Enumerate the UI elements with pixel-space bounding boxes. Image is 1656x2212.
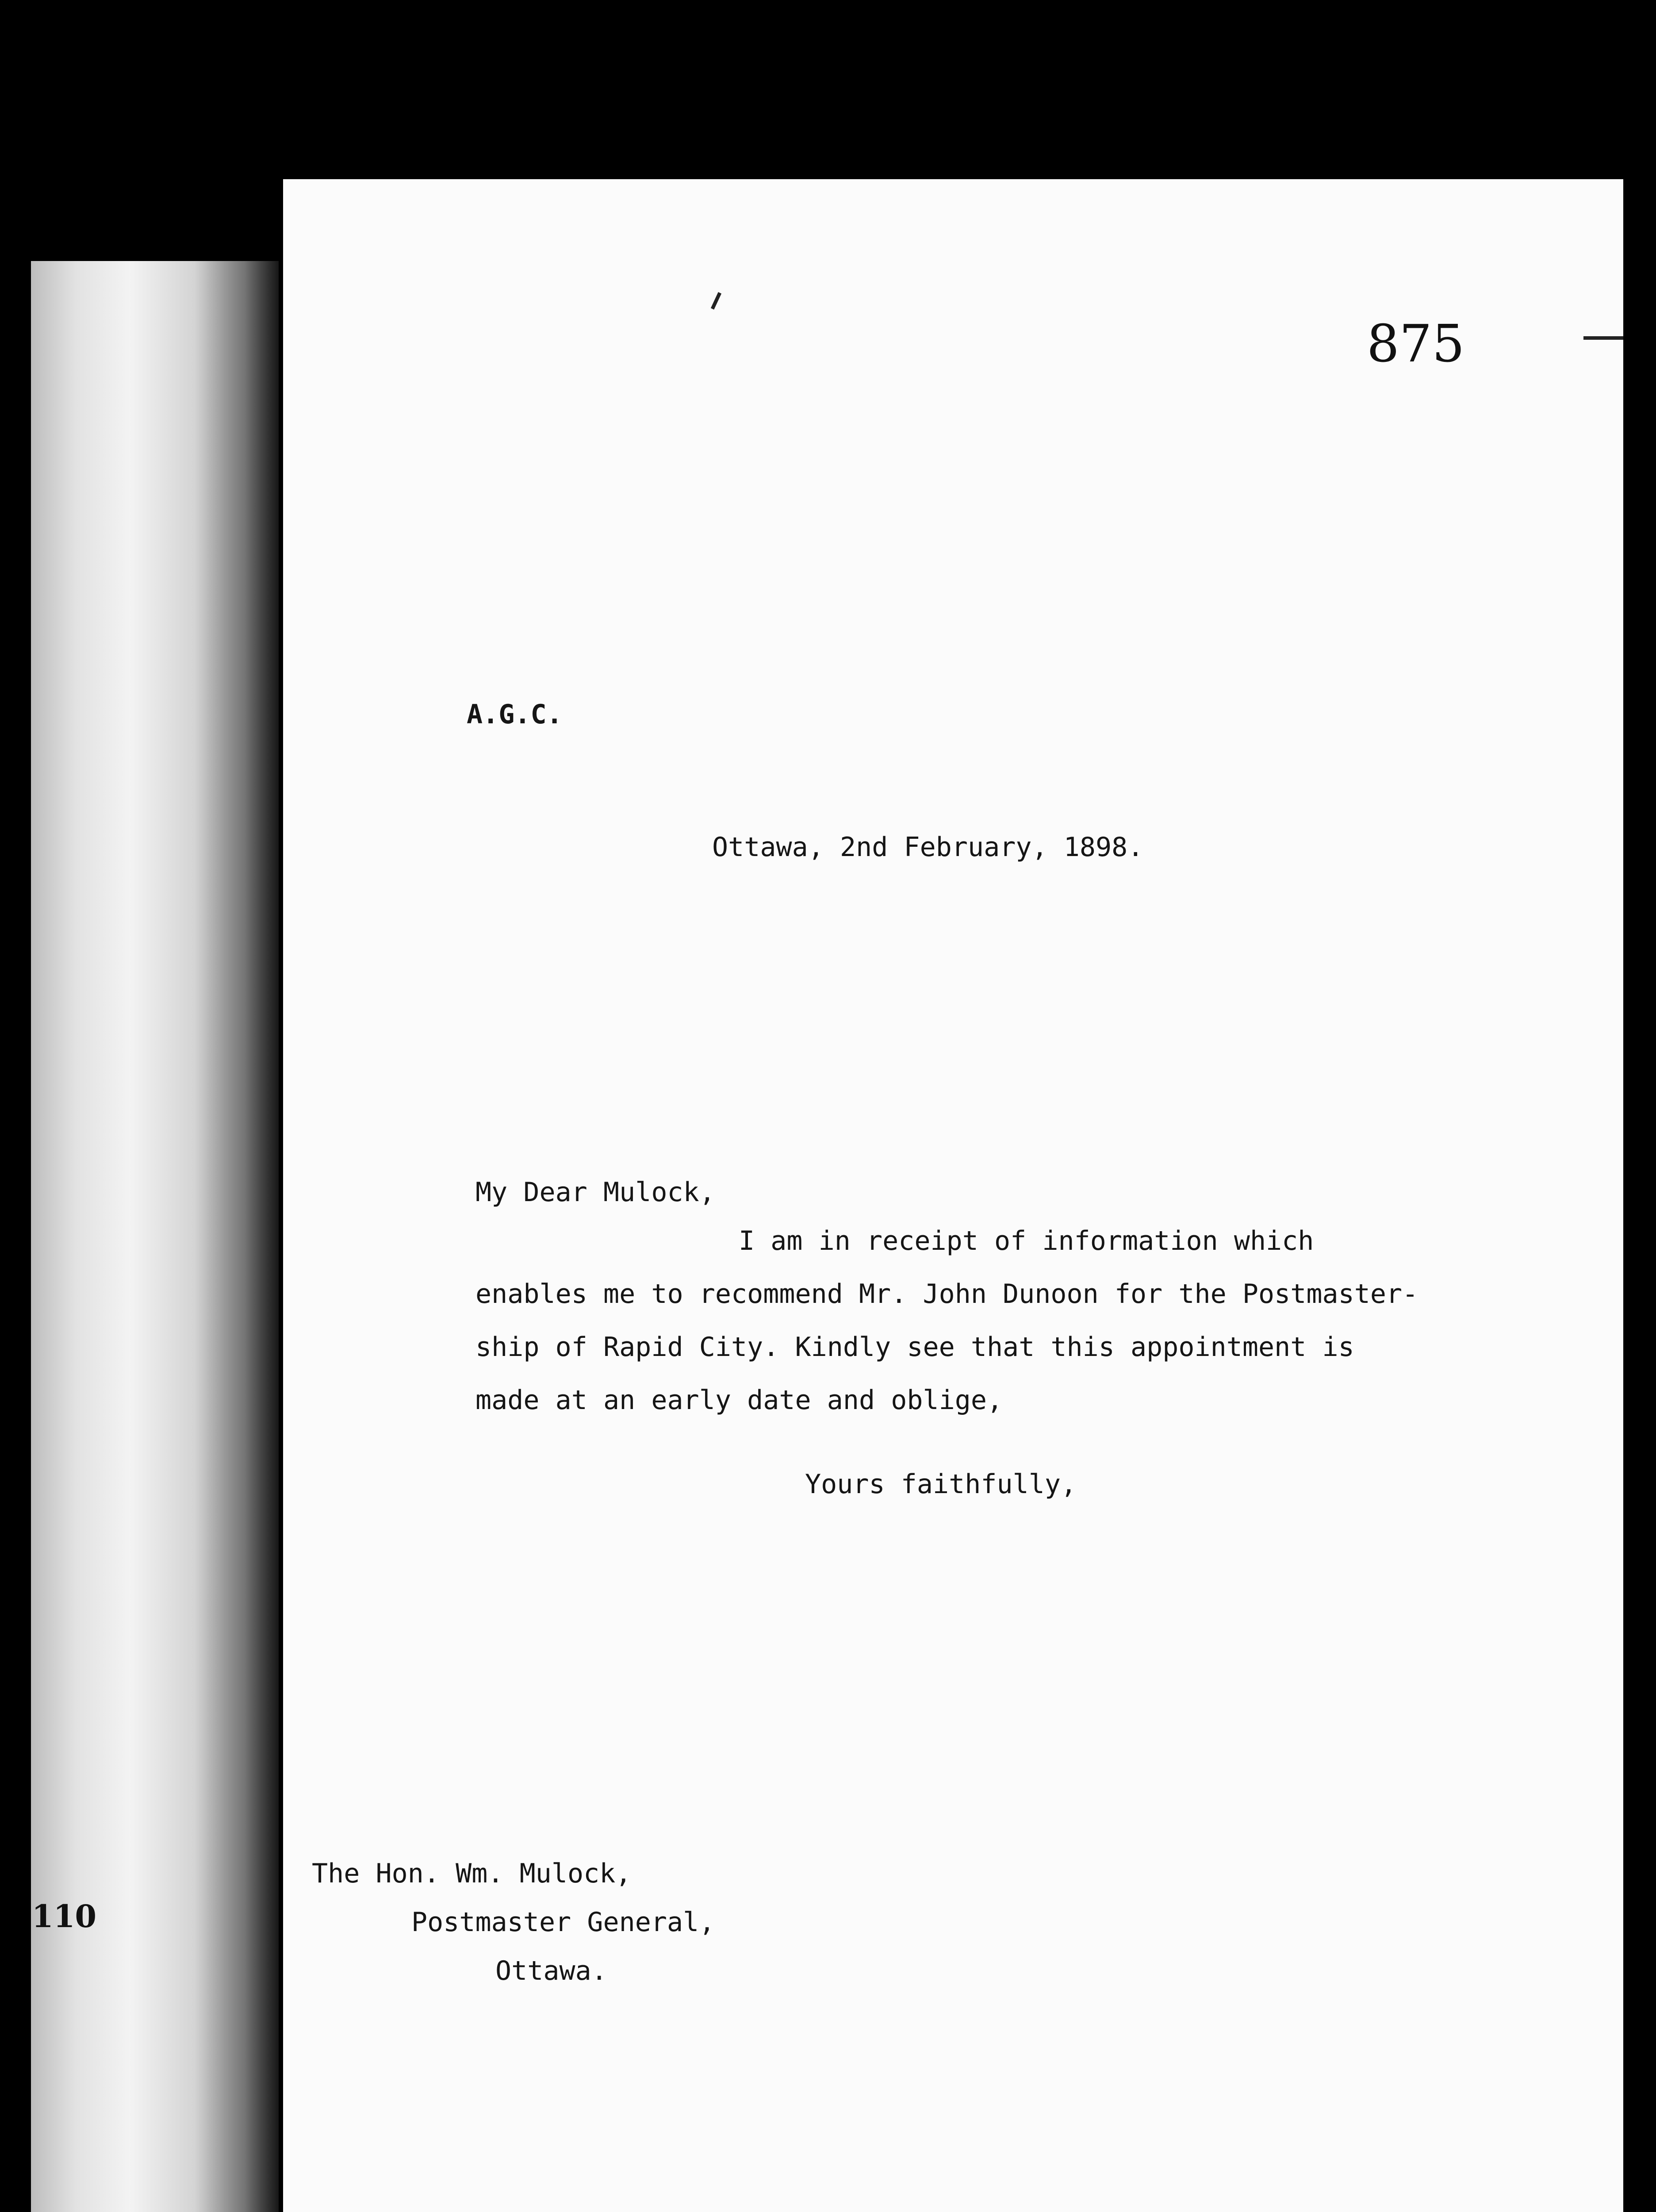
address-line: Postmaster General, <box>411 1907 715 1938</box>
page-number: 875 <box>1367 314 1465 374</box>
dateline: Ottawa, 2nd February, 1898. <box>712 832 1144 863</box>
body-line: ship of Rapid City. Kindly see that this appointment is <box>475 1332 1354 1363</box>
body-line: enables me to recommend Mr. John Dunoon for the Postmaster- <box>475 1279 1418 1310</box>
address-line: The Hon. Wm. Mulock, <box>312 1858 632 1889</box>
body-line: I am in receipt of information which <box>739 1225 1314 1256</box>
initials: A.G.C. <box>467 699 563 730</box>
side-label: 110 <box>32 1898 97 1935</box>
edge-mark <box>1583 336 1623 340</box>
body-line: made at an early date and oblige, <box>475 1385 1003 1416</box>
spine-shadow <box>195 261 279 2212</box>
address-line: Ottawa. <box>495 1955 607 1986</box>
closing: Yours faithfully, <box>805 1469 1077 1500</box>
salutation: My Dear Mulock, <box>475 1177 715 1208</box>
